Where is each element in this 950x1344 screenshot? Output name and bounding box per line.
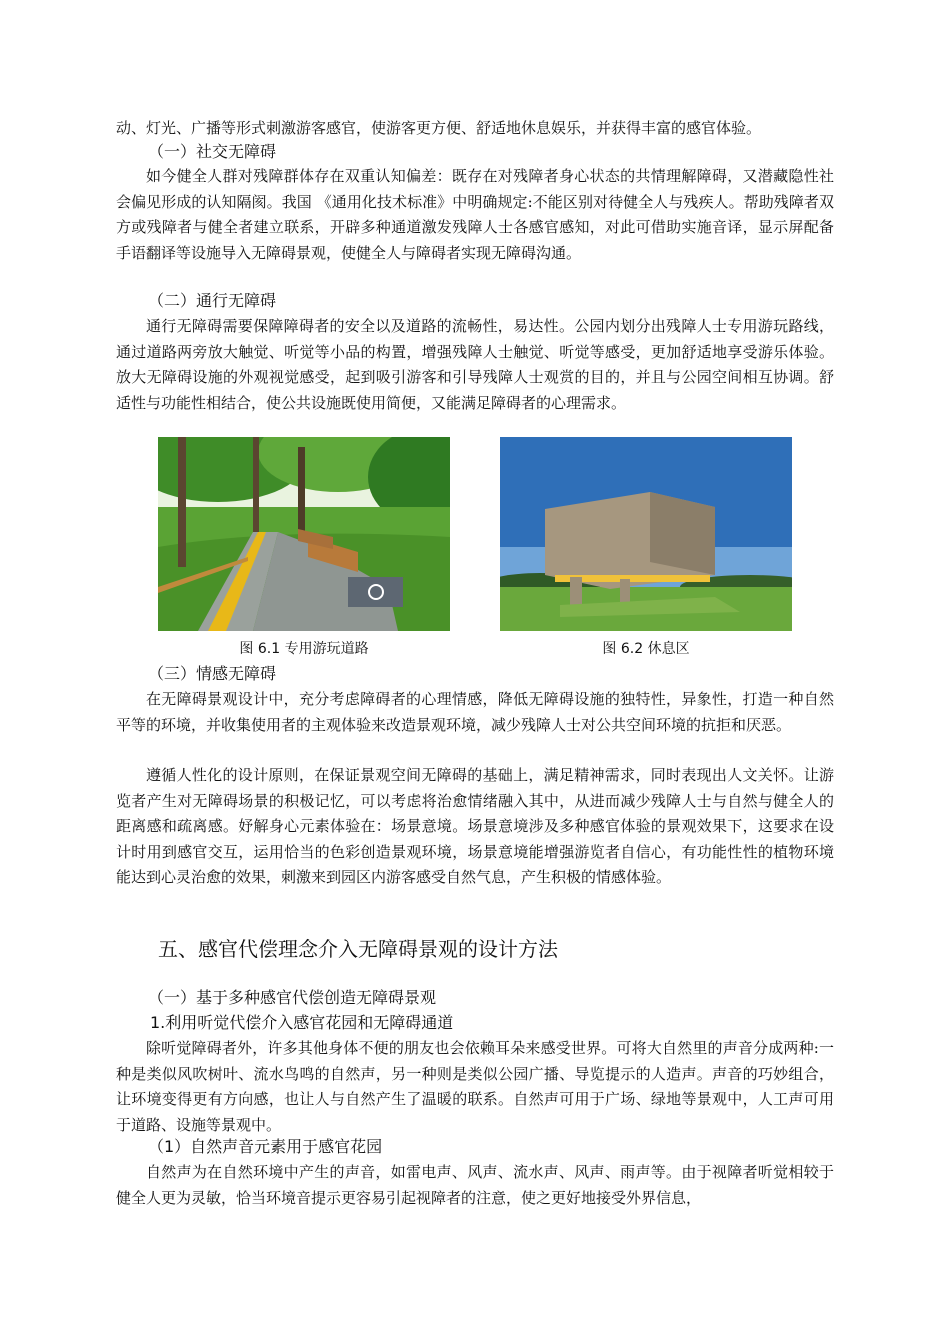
heading-auditory-compensation: 1.利用听觉代偿介入感官花园和无障碍通道 xyxy=(150,1013,454,1032)
paragraph-emotional-1: 在无障碍景观设计中，充分考虑障碍者的心理情感，降低无障碍设施的独特性，异象性，打造一种自然平等的环境，并收集使用者的主观体验来改造景观环境，减少残障人士对公共空间环境的抗拒和厌恶。 xyxy=(116,690,834,734)
paragraph-social: 如今健全人群对残障群体存在双重认知偏差：既存在对残障者身心状态的共情理解障碍，又潜藏隐性社会偏见形成的认知隔阂。我国 《通用化技术标准》中明确规定:不能区别对待健全人与残疾人。帮助残障者双方或残障者与健全者建立联系，开辟多种通道激发残障人士各感官感知，对此可借助实施音译，显示屏配备手语翻译等设施导入无障碍景观，使健全人与障碍者实现无障碍沟通。 xyxy=(116,167,834,262)
heading-natural-sound: （1）自然声音元素用于感官花园 xyxy=(148,1137,383,1156)
path-photo-illustration xyxy=(158,437,450,631)
paragraph-emotional-2: 遵循人性化的设计原则，在保证景观空间无障碍的基础上，满足精神需求，同时表现出人文关怀。让游览者产生对无障碍场景的积极记忆，可以考虑将治愈情绪融入其中，从进而减少残障人士与自然与健全人的距离感和疏离感。妤解身心元素体验在：场景意境。场景意境涉及多种感官体验的景观效果下，这要求在设计时用到感官交互，运用恰当的色彩创造景观环境，场景意境能增强游览者自信心，有功能性性的植物环境能达到心灵治愈的效果，刺激来到园区内游客感受自然气息，产生积极的情感体验。 xyxy=(116,766,834,886)
figure-caption-6-2: 图 6.2 休息区 xyxy=(602,641,690,657)
paragraph-natural-sound: 自然声为在自然环境中产生的声音，如雷电声、风声、流水声、风声、雨声等。由于视障者听觉相较于健全人更为灵敏，恰当环境音提示更容易引起视障者的注意，使之更好地接受外界信息， xyxy=(116,1163,834,1207)
heading-emotional-barrier-free: （三）情感无障碍 xyxy=(148,664,277,683)
figure-dedicated-path xyxy=(158,437,450,631)
figure-caption-6-1: 图 6.1 专用游玩道路 xyxy=(239,641,369,657)
figure-rest-area xyxy=(500,437,792,631)
paragraph-auditory: 除听觉障碍者外，许多其他身体不便的朋友也会依赖耳朵来感受世界。可将大自然里的声音分成两种:一种是类似风吹树叶、流水鸟鸣的自然声，另一种则是类似公园广播、导览提示的人造声。声音的巧妙组合，让环境变得更有方向感，也让人与自然产生了温暖的联系。自然声可用于广场、绿地等景观中，人工声可用于道路、设施等景观中。 xyxy=(116,1039,834,1134)
paragraph-intro-tail: 动、灯光、广播等形式刺激游客感官，使游客更方便、舒适地休息娱乐，并获得丰富的感官体验。 xyxy=(116,119,762,137)
heading-passage-barrier-free: （二）通行无障碍 xyxy=(148,291,277,310)
rest-area-photo-illustration xyxy=(500,437,792,631)
heading-social-barrier-free: （一）社交无障碍 xyxy=(148,142,277,161)
heading-multi-sensory: （一）基于多种感官代偿创造无障碍景观 xyxy=(148,988,437,1007)
chapter-heading: 五、感官代偿理念介入无障碍景观的设计方法 xyxy=(158,937,558,961)
paragraph-passage: 通行无障碍需要保障障碍者的安全以及道路的流畅性，易达性。公园内划分出残障人士专用游玩路线，通过道路两旁放大触觉、听觉等小品的构置，增强残障人士触觉、听觉等感受，更加舒适地享受游乐体验。放大无障碍设施的外观视觉感受，起到吸引游客和引导残障人士观赏的目的，并且与公园空间相互协调。舒适性与功能性相结合，使公共设施既使用简便，又能满足障碍者的心理需求。 xyxy=(116,317,834,412)
